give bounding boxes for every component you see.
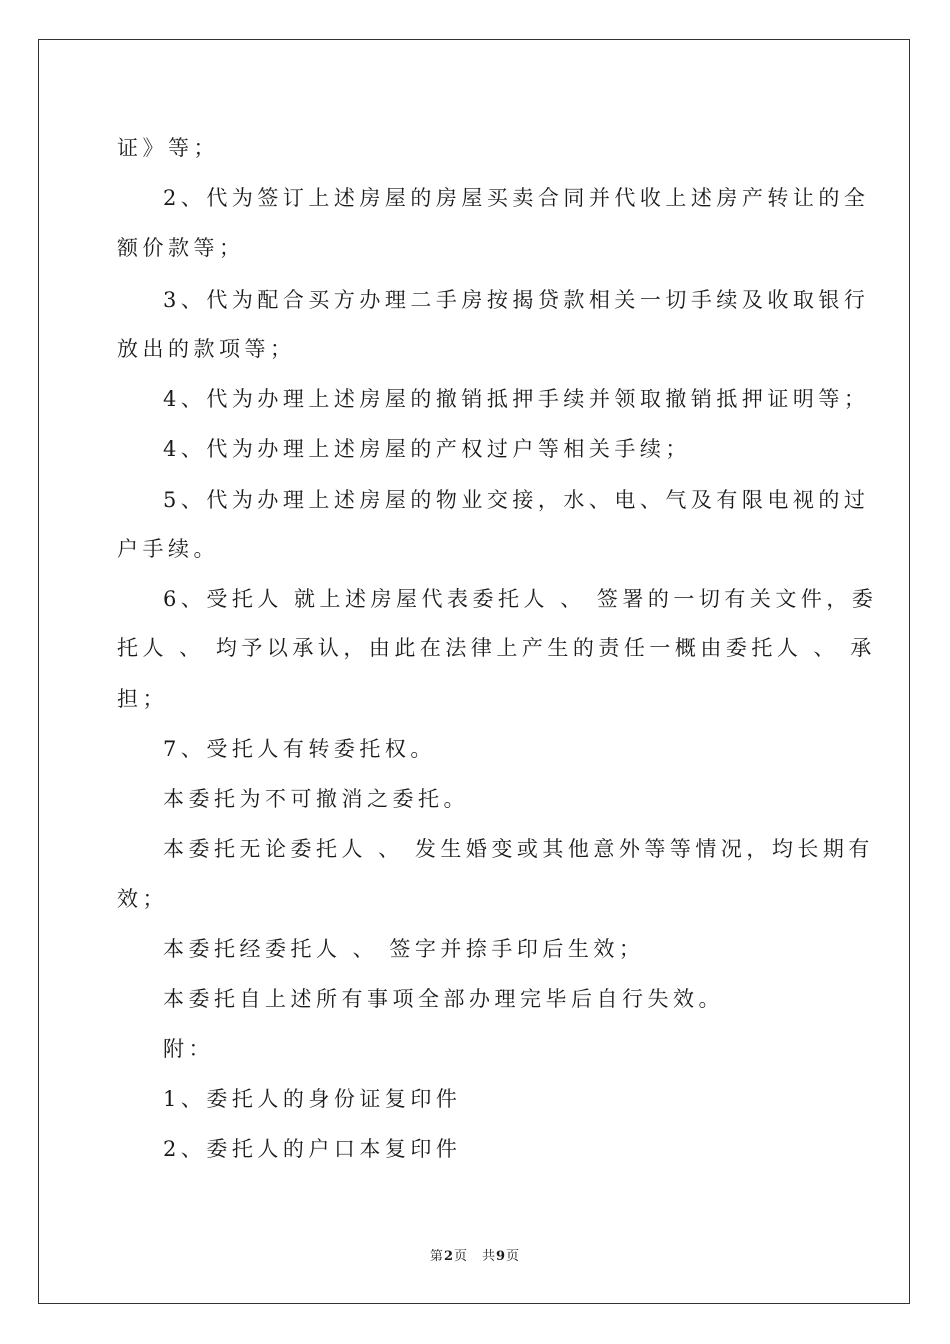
footer-prefix: 第 <box>429 1249 444 1264</box>
paragraph-line: 本委托自上述所有事项全部办理完毕后自行失效。 <box>163 987 724 1011</box>
paragraph-line: 担； <box>117 687 168 711</box>
paragraph-line: 2、委托人的户口本复印件 <box>163 1137 462 1161</box>
page-border <box>38 39 910 1304</box>
paragraph-line: 本委托无论委托人 、 发生婚变或其他意外等等情况，均长期有 <box>163 837 874 861</box>
paragraph-line: 4、代为办理上述房屋的产权过户等相关手续； <box>163 437 691 461</box>
footer-middle: 页 共 <box>453 1249 496 1264</box>
paragraph-line: 本委托为不可撤消之委托。 <box>163 787 469 811</box>
total-pages-number: 9 <box>496 1249 507 1264</box>
paragraph-line: 证》等； <box>117 136 219 160</box>
paragraph-line: 4、代为办理上述房屋的撤销抵押手续并领取撤销抵押证明等； <box>163 387 870 411</box>
paragraph-line: 2、代为签订上述房屋的房屋买卖合同并代收上述房产转让的全 <box>163 186 870 210</box>
paragraph-line: 放出的款项等； <box>117 337 296 361</box>
paragraph-line: 额价款等； <box>117 236 245 260</box>
paragraph-line: 6、受托人 就上述房屋代表委托人 、 签署的一切有关文件，委 <box>163 587 878 611</box>
paragraph-line: 5、代为办理上述房屋的物业交接，水、电、气及有限电视的过 <box>163 488 870 512</box>
paragraph-line: 1、委托人的身份证复印件 <box>163 1087 462 1111</box>
paragraph-line: 托人 、 均予以承认，由此在法律上产生的责任一概由委托人 、 承 <box>117 636 876 660</box>
paragraph-line: 效； <box>117 887 168 911</box>
paragraph-line: 户手续。 <box>117 537 219 561</box>
paragraph-line: 附： <box>163 1037 214 1061</box>
page-footer <box>0 1245 950 1264</box>
current-page-number: 2 <box>443 1249 454 1264</box>
footer-suffix: 页 <box>506 1249 521 1264</box>
paragraph-line: 7、受托人有转委托权。 <box>163 737 436 761</box>
paragraph-line: 本委托经委托人 、 签字并捺手印后生效； <box>163 937 645 961</box>
paragraph-line: 3、代为配合买方办理二手房按揭贷款相关一切手续及收取银行 <box>163 288 870 312</box>
